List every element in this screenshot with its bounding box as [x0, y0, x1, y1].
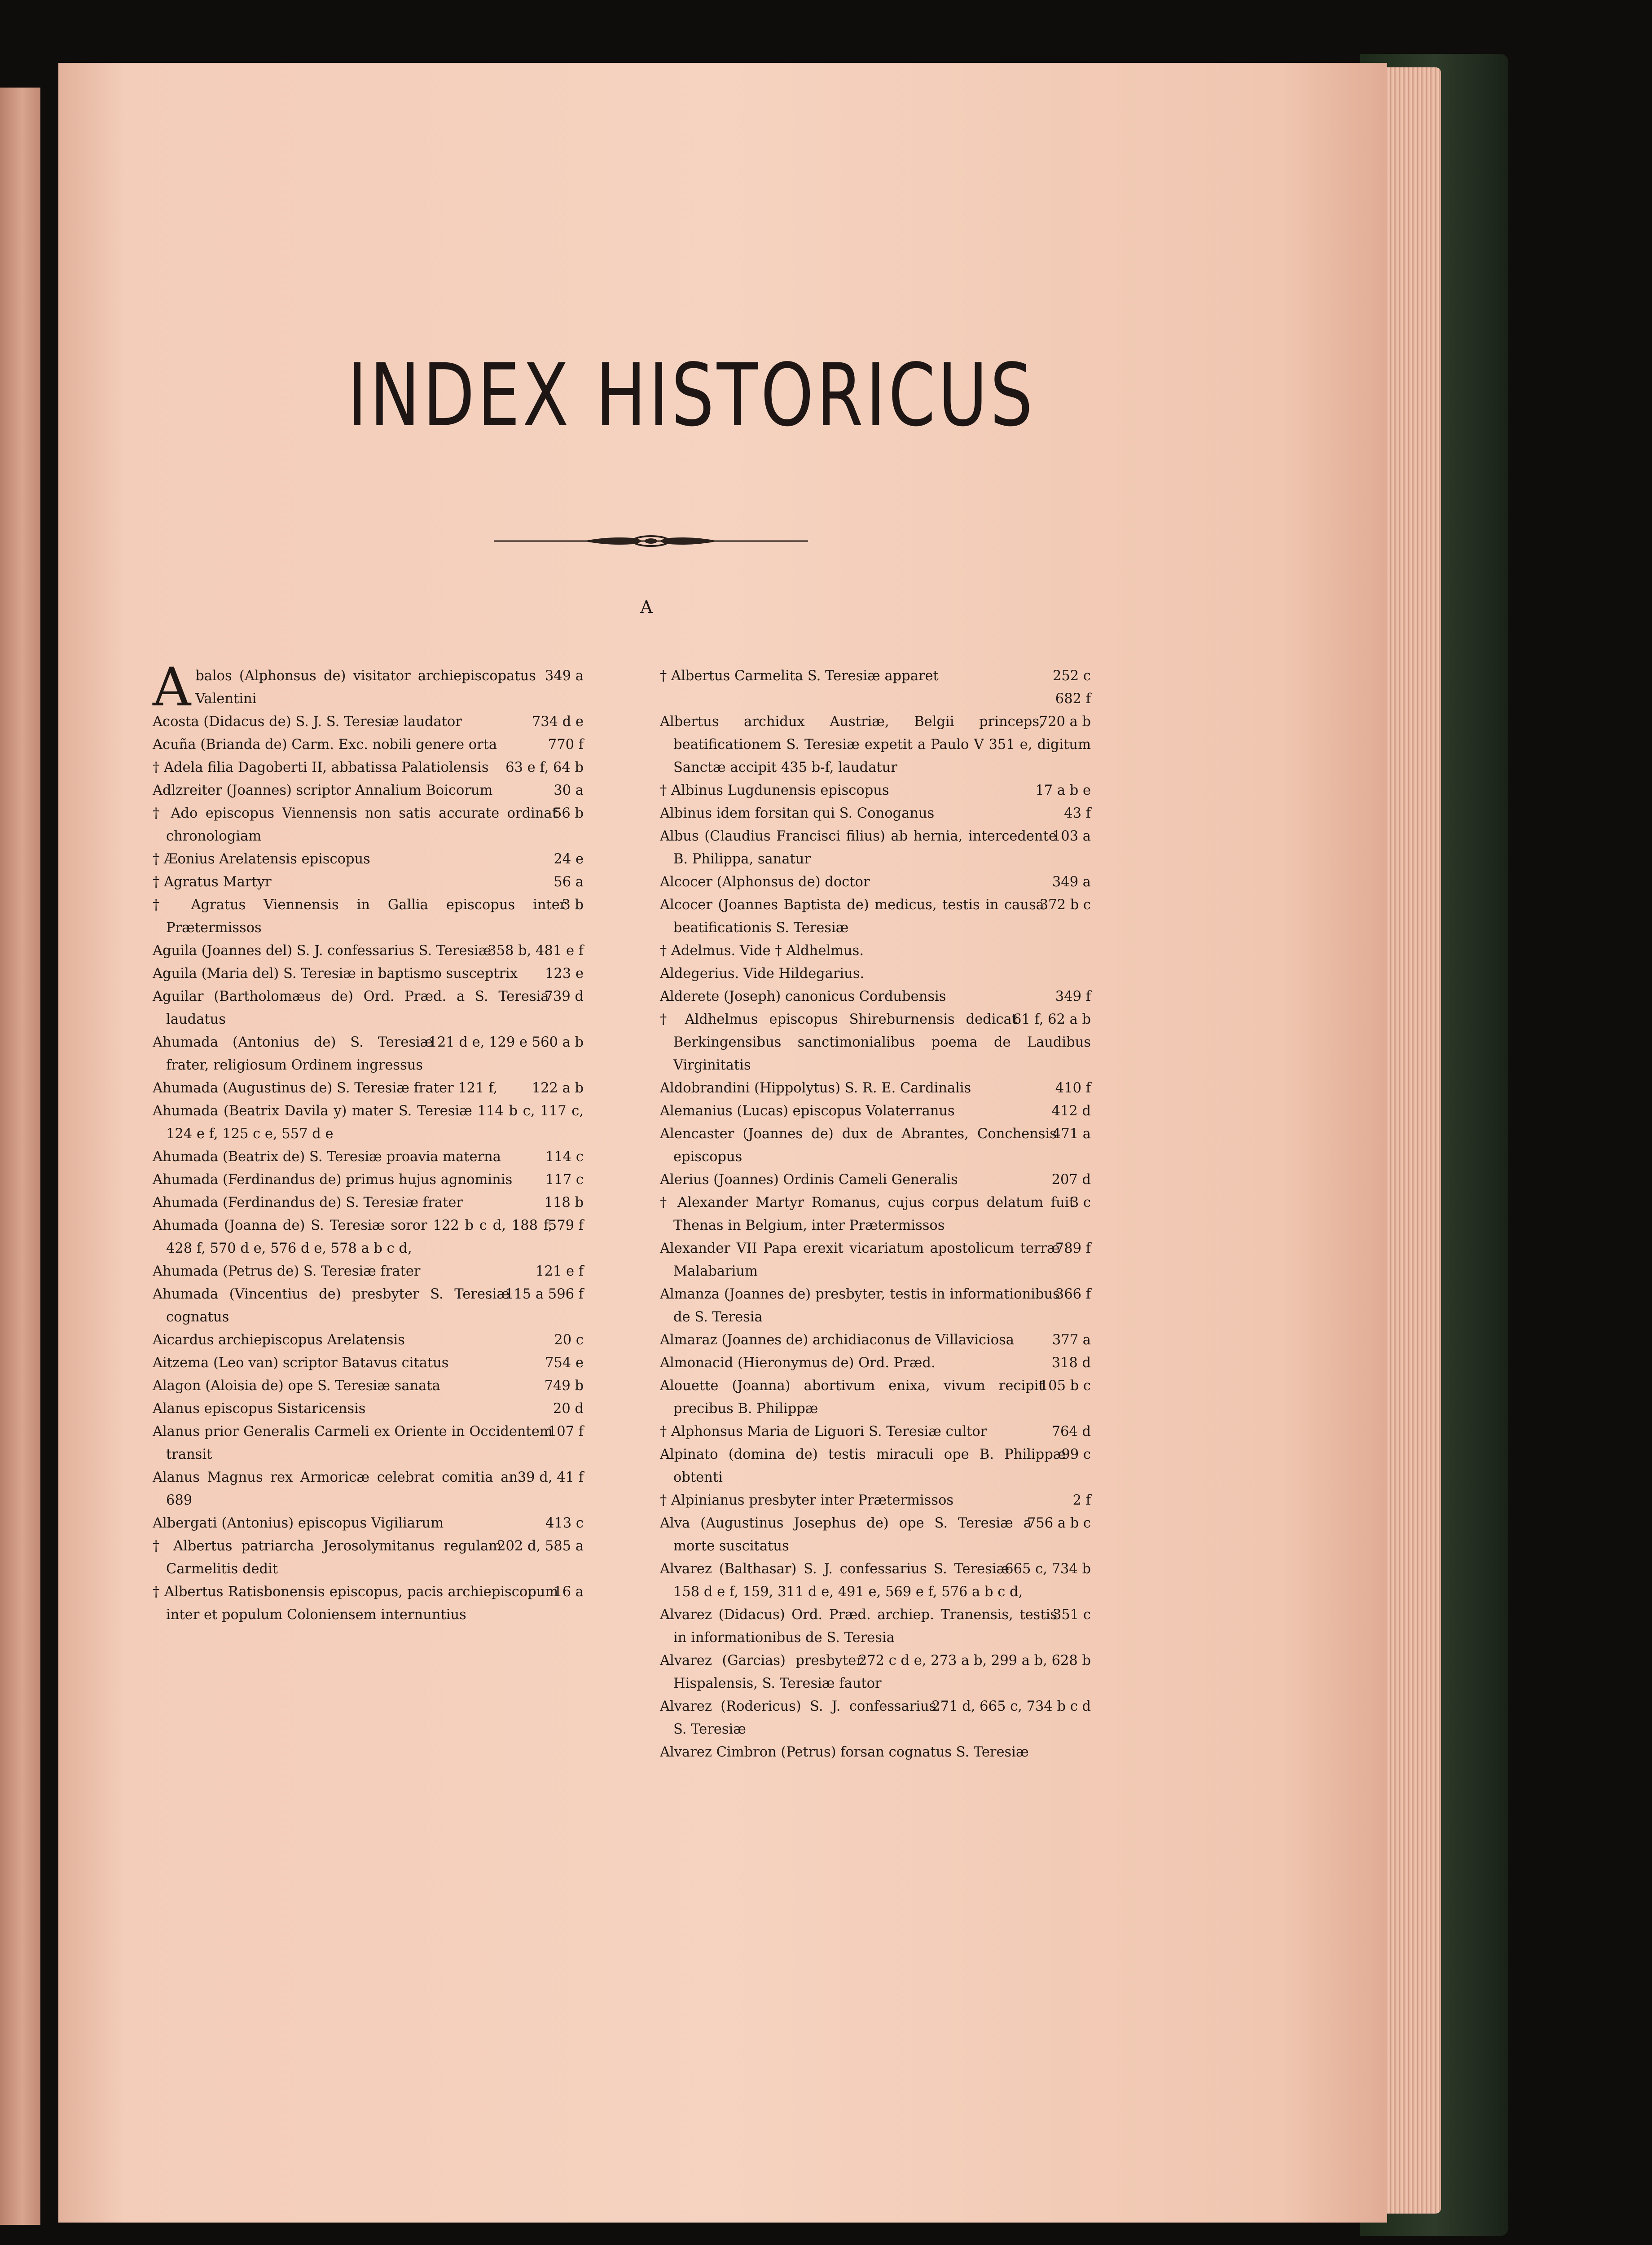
- index-entry: [660, 1695, 1091, 1741]
- index-entry: [660, 802, 1091, 825]
- index-entry-text: Ahumada (Joanna de) S. Teresiæ soror 122 b c d, 188 f, 428 f, 570 d e, 576 d e, 578 a b c d,: [153, 1218, 553, 1256]
- index-entry-text: † Albertus patriarcha Jerosolymitanus regulam Carmelitis dedit: [153, 1538, 502, 1577]
- index-entry-pages: 103 a: [1052, 828, 1091, 844]
- index-entry-text: Ahumada (Augustinus de) S. Teresiæ frater 121 f,: [153, 1080, 498, 1096]
- index-entry: [660, 1329, 1091, 1351]
- index-entry-text: Ahumada (Beatrix de) S. Teresiæ proavia materna: [153, 1149, 501, 1165]
- index-entry: [153, 1077, 584, 1100]
- index-entry-text: Albinus idem forsitan qui S. Conoganus: [660, 806, 935, 821]
- index-entry-pages: 349 a: [545, 668, 584, 684]
- index-entry-pages: 579 f: [548, 1218, 584, 1233]
- index-entry-text: Alcocer (Joannes Baptista de) medicus, testis in causa beatificationis S. Teresiæ: [660, 897, 1044, 936]
- index-entry: [660, 1122, 1091, 1168]
- index-entry: [153, 985, 584, 1031]
- index-entry: [660, 710, 1091, 779]
- index-entry: [153, 939, 584, 962]
- index-entry-text: Ahumada (Antonius de) S. Teresiæ frater, religiosum Ordinem ingressus: [153, 1034, 433, 1073]
- index-entry: [660, 1351, 1091, 1374]
- index-entry: [660, 1649, 1091, 1695]
- index-entry-pages: 682 f: [1055, 691, 1091, 707]
- index-entry-text: Alouette (Joanna) abortivum enixa, vivum recipit precibus B. Philippæ: [660, 1378, 1044, 1417]
- index-entry: [153, 848, 584, 871]
- index-entry: [153, 1466, 584, 1512]
- index-entry-text: Acuña (Brianda de) Carm. Exc. nobili genere orta: [153, 737, 497, 753]
- index-entry-text: † Alexander Martyr Romanus, cujus corpus delatum fuit Thenas in Belgium, inter Prætermissos: [660, 1195, 1075, 1233]
- index-entry: [660, 962, 1091, 985]
- index-entry: [660, 779, 1091, 802]
- index-entry-text: Almanza (Joannes de) presbyter, testis in informationibus de S. Teresia: [660, 1286, 1060, 1325]
- index-entry: [660, 1443, 1091, 1489]
- index-entry-text: Alanus prior Generalis Carmeli ex Oriente in Occidentem transit: [153, 1424, 553, 1462]
- index-entry-pages: 720 a b: [1039, 714, 1091, 730]
- index-entry-pages: 122 a b: [532, 1080, 584, 1096]
- index-entry: [153, 1397, 584, 1420]
- index-entry: [660, 825, 1091, 871]
- index-entry: [153, 962, 584, 985]
- index-entry: [153, 1145, 584, 1168]
- index-entry-text: Alanus Magnus rex Armoricæ celebrat comitia an. 689: [153, 1470, 522, 1508]
- index-entry-text: Ahumada (Vincentius de) presbyter S. Teresiæ cognatus: [153, 1286, 510, 1325]
- page-title: INDEX HISTORICUS: [347, 346, 1036, 446]
- index-entry-pages: 272 c d e, 273 a b, 299 a b, 628 b: [858, 1653, 1091, 1668]
- index-entry-pages: 20 d: [553, 1401, 584, 1417]
- index-entry-pages: 734 d e: [532, 714, 584, 730]
- index-entry-text: Ahumada (Beatrix Davila y) mater S. Teresiæ 114 b c, 117 c, 124 e f, 125 c e, 557 d e: [153, 1103, 584, 1142]
- index-entry-text: Aguila (Joannes del) S. J. confessarius S. Teresiæ: [153, 943, 492, 959]
- index-entry: [660, 1420, 1091, 1443]
- index-entry-text: † Albertus Carmelita S. Teresiæ apparet: [660, 668, 939, 684]
- index-entry-text: Alvarez (Rodericus) S. J. confessarius S. Teresiæ: [660, 1699, 936, 1737]
- index-entry-text: Aitzema (Leo van) scriptor Batavus citatus: [153, 1355, 449, 1371]
- index-entry-pages: 30 a: [554, 783, 584, 798]
- index-entry-pages: 202 d, 585 a: [497, 1538, 584, 1554]
- index-entry-pages: 61 f, 62 a b: [1012, 1012, 1091, 1027]
- index-entry-text: Aguilar (Bartholomæus de) Ord. Præd. a S. Teresia laudatus: [153, 989, 549, 1027]
- index-entry: [153, 1168, 584, 1191]
- index-entry: [660, 1008, 1091, 1077]
- index-entry: [660, 1512, 1091, 1558]
- index-column-left: [153, 656, 584, 1626]
- index-entry-text: Ahumada (Ferdinandus de) S. Teresiæ frater: [153, 1195, 463, 1211]
- index-entry: [153, 779, 584, 802]
- index-entry-pages: 410 f: [1055, 1080, 1091, 1096]
- index-entry: [660, 1283, 1091, 1329]
- index-entry-text: † Ado episcopus Viennensis non satis accurate ordinat chronologiam: [153, 806, 558, 844]
- index-entry-pages: 789 f: [1055, 1241, 1091, 1256]
- index-entry-text: Alderete (Joseph) canonicus Cordubensis: [660, 989, 946, 1004]
- index-entry: [153, 1512, 584, 1535]
- index-entry-pages: 412 d: [1051, 1103, 1091, 1119]
- index-entry-pages: 118 b: [544, 1195, 584, 1211]
- index-entry-text: † Æonius Arelatensis episcopus: [153, 851, 370, 867]
- index-entry-text: † Albertus Ratisbonensis episcopus, pacis archiepiscopum inter et populum Coloniensem internuntius: [153, 1584, 558, 1623]
- index-entry-text: Aldegerius. Vide Hildegarius.: [660, 966, 865, 982]
- index-entry-text: Alencaster (Joannes de) dux de Abrantes, Conchensis episcopus: [660, 1126, 1057, 1165]
- index-entry-text: Alva (Augustinus Josephus de) ope S. Teresiæ a morte suscitatus: [660, 1515, 1032, 1554]
- index-entry-pages: 366 f: [1055, 1286, 1091, 1302]
- index-entry-text: Ahumada (Ferdinandus de) primus hujus agnominis: [153, 1172, 513, 1188]
- index-entry-text: Aicardus archiepiscopus Arelatensis: [153, 1332, 405, 1348]
- index-entry: [660, 1489, 1091, 1512]
- index-entry-text: balos (Alphonsus de) visitator archiepiscopatus Valentini: [195, 668, 536, 707]
- index-entry-pages: 754 e: [545, 1355, 584, 1371]
- index-entry-text: Albertus archidux Austriæ, Belgii princeps, beatificationem S. Teresiæ expetit a Paulo V 351 e, digitum Sanctæ accipit 435 b-f, laudatur: [660, 714, 1091, 775]
- index-entry-text: † Agratus Martyr: [153, 874, 272, 890]
- index-entry-text: Almonacid (Hieronymus de) Ord. Præd.: [660, 1355, 936, 1371]
- index-entry-pages: 3 b: [562, 897, 584, 913]
- index-entry: [153, 1260, 584, 1283]
- index-entry-pages: 107 f: [548, 1424, 584, 1439]
- index-entry: [153, 1535, 584, 1580]
- index-entry-pages: 413 c: [545, 1515, 584, 1531]
- index-entry-pages: 770 f: [548, 737, 584, 753]
- index-entry-text: Alanus episcopus Sistaricensis: [153, 1401, 366, 1417]
- index-entry-pages: 43 f: [1064, 806, 1091, 821]
- index-entry-text: † Alphonsus Maria de Liguori S. Teresiæ cultor: [660, 1424, 987, 1439]
- title-ornament: [494, 532, 808, 550]
- index-entry-text: † Adelmus. Vide † Aldhelmus.: [660, 943, 864, 959]
- index-entry: [153, 802, 584, 848]
- index-entry-pages: 117 c: [545, 1172, 584, 1188]
- index-entry-pages: 471 a: [1052, 1126, 1091, 1142]
- index-entry: [660, 1603, 1091, 1649]
- index-entry-text: Almaraz (Joannes de) archidiaconus de Villaviciosa: [660, 1332, 1014, 1348]
- index-entry: [153, 1420, 584, 1466]
- index-entry-pages: 121 d e, 129 e 560 a b: [428, 1034, 584, 1050]
- index-entry-pages: 121 e f: [536, 1263, 584, 1279]
- index-entry: [660, 1168, 1091, 1191]
- index-entry: [153, 1374, 584, 1397]
- drop-cap-letter: A: [153, 656, 191, 718]
- index-entry: [660, 985, 1091, 1008]
- index-entry-text: Alvarez (Didacus) Ord. Præd. archiep. Tranensis, testis in informationibus de S. Teresia: [660, 1607, 1057, 1646]
- index-entry-text: † Agratus Viennensis in Gallia episcopus inter Prætermissos: [153, 897, 567, 936]
- index-entry-text: † Adela filia Dagoberti II, abbatissa Palatiolensis: [153, 760, 489, 775]
- index-entry-text: Alemanius (Lucas) episcopus Volaterranus: [660, 1103, 955, 1119]
- index-entry-pages: 349 a: [1052, 874, 1091, 890]
- index-entry-pages: 749 b: [544, 1378, 584, 1394]
- index-entry: [153, 1329, 584, 1351]
- index-entry-pages: 3 c: [1070, 1195, 1091, 1211]
- index-entry-text: Alerius (Joannes) Ordinis Cameli Generalis: [660, 1172, 958, 1188]
- section-letter: A: [640, 597, 653, 617]
- index-entry: [153, 710, 584, 733]
- index-entry-pages: 756 a b c: [1027, 1515, 1091, 1531]
- index-entry: [660, 939, 1091, 962]
- index-column-right: [660, 665, 1091, 1764]
- index-entry: [660, 687, 1091, 710]
- index-entry: [153, 894, 584, 939]
- index-entry-text: Ahumada (Petrus de) S. Teresiæ frater: [153, 1263, 421, 1279]
- index-entry: [153, 1214, 584, 1260]
- index-entry-pages: 372 b c: [1039, 897, 1091, 913]
- index-entry-text: Albergati (Antonius) episcopus Vigiliarum: [153, 1515, 444, 1531]
- index-entry-text: † Aldhelmus episcopus Shireburnensis dedicat Berkingensibus sanctimonialibus poema de Laudibus Virginitatis: [660, 1012, 1091, 1073]
- index-entry-pages: 105 b c: [1039, 1378, 1091, 1394]
- index-entry-pages: 17 a b e: [1035, 783, 1091, 798]
- index-entry-pages: 16 a: [554, 1584, 584, 1600]
- index-entry: [660, 1191, 1091, 1237]
- index-entry: [153, 756, 584, 779]
- index-entry-text: Aldobrandini (Hippolytus) S. R. E. Cardinalis: [660, 1080, 971, 1096]
- index-entry-pages: 271 d, 665 c, 734 b c d: [931, 1699, 1091, 1714]
- index-entry-pages: 739 d: [544, 989, 584, 1004]
- index-entry-pages: 349 f: [1055, 989, 1091, 1004]
- index-entry: [153, 1283, 584, 1329]
- index-entry-text: Alexander VII Papa erexit vicariatum apostolicum terræ Malabarium: [660, 1241, 1060, 1279]
- index-entry: [660, 1741, 1091, 1764]
- index-entry-pages: 252 c: [1053, 668, 1091, 684]
- index-entry: [660, 1558, 1091, 1603]
- index-entry-pages: 39 d, 41 f: [517, 1470, 584, 1485]
- index-entry-text: Alvarez Cimbron (Petrus) forsan cognatus S. Teresiæ: [660, 1744, 1029, 1760]
- index-entry: [660, 894, 1091, 939]
- index-entry: [153, 733, 584, 756]
- index-entry-text: Alvarez (Garcias) presbyter Hispalensis, S. Teresiæ fautor: [660, 1653, 882, 1691]
- index-entry-pages: 351 c: [1053, 1607, 1091, 1623]
- index-entry-pages: 114 c: [545, 1149, 584, 1165]
- index-entry-pages: 665 c, 734 b: [1005, 1561, 1091, 1577]
- index-entry: [660, 871, 1091, 894]
- index-entry-pages: 123 e: [545, 966, 584, 982]
- index-entry-text: † Alpinianus presbyter inter Prætermissos: [660, 1492, 953, 1508]
- index-entry: [660, 1374, 1091, 1420]
- index-entry-pages: 764 d: [1051, 1424, 1091, 1439]
- index-entry: [153, 1191, 584, 1214]
- index-entry-pages: 63 e f, 64 b: [505, 760, 584, 775]
- index-entry: [660, 1237, 1091, 1283]
- index-entry: [153, 1351, 584, 1374]
- index-entry-text: Alagon (Aloisia de) ope S. Teresiæ sanata: [153, 1378, 440, 1394]
- left-page-edge: [0, 88, 40, 2225]
- index-entry-pages: 24 e: [554, 851, 584, 867]
- index-entry: [153, 656, 584, 718]
- index-entry-pages: 56 a: [554, 874, 584, 890]
- index-entry-pages: 318 d: [1051, 1355, 1091, 1371]
- index-entry-pages: 207 d: [1051, 1172, 1091, 1188]
- index-entry-text: † Albinus Lugdunensis episcopus: [660, 783, 889, 798]
- index-entry-text: Alpinato (domina de) testis miraculi ope B. Philippæ obtenti: [660, 1447, 1066, 1485]
- index-entry: [660, 1077, 1091, 1100]
- index-entry: [153, 1031, 584, 1077]
- index-entry-pages: 377 a: [1052, 1332, 1091, 1348]
- index-entry-pages: 358 b, 481 e f: [488, 943, 584, 959]
- index-entry-text: Aguila (Maria del) S. Teresiæ in baptismo susceptrix: [153, 966, 518, 982]
- index-entry-text: Acosta (Didacus de) S. J. S. Teresiæ laudator: [153, 714, 462, 730]
- index-entry-pages: 99 c: [1061, 1447, 1091, 1462]
- index-entry: [660, 1100, 1091, 1122]
- index-entry-text: Alcocer (Alphonsus de) doctor: [660, 874, 870, 890]
- index-entry-text: Adlzreiter (Joannes) scriptor Annalium Boicorum: [153, 783, 493, 798]
- index-entry: [153, 871, 584, 894]
- index-entry: [153, 1100, 584, 1145]
- index-entry-pages: 20 c: [554, 1332, 584, 1348]
- index-entry: [153, 1580, 584, 1626]
- index-entry-pages: 56 b: [553, 806, 584, 821]
- index-entry: [660, 665, 1091, 687]
- index-entry-pages: 2 f: [1072, 1492, 1091, 1508]
- index-entry-text: Alvarez (Balthasar) S. J. confessarius S. Teresiæ 158 d e f, 159, 311 d e, 491 e, 569 e f, 576 a b c d,: [660, 1561, 1023, 1600]
- index-entry-text: Albus (Claudius Francisci filius) ab hernia, intercedente B. Philippa, sanatur: [660, 828, 1057, 867]
- index-entry-pages: 115 a 596 f: [505, 1286, 584, 1302]
